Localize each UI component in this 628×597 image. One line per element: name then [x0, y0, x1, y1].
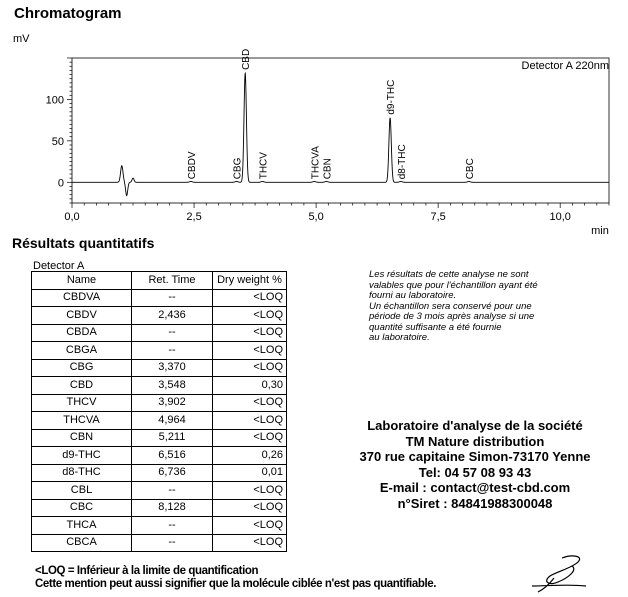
cell-dry-weight: <LOQ	[213, 499, 287, 517]
cell-ret-time: --	[132, 324, 213, 342]
y-tick-label: 50	[51, 135, 64, 148]
y-tick-label: 100	[45, 94, 64, 107]
cell-dry-weight: <LOQ	[213, 342, 287, 360]
cell-ret-time: --	[132, 342, 213, 360]
x-tick-label: 2,5	[186, 211, 202, 223]
plot-area	[72, 58, 609, 203]
peak-label: CBN	[322, 158, 334, 180]
lab-line: TM Nature distribution	[405, 433, 545, 449]
cell-ret-time: 6,736	[132, 464, 213, 482]
cell-dry-weight: 0,30	[213, 377, 287, 395]
results-title: Résultats quantitatifs	[12, 235, 155, 251]
page-title: Chromatogram	[14, 5, 122, 22]
note-line: Les résultats de cette analyse ne sont	[369, 269, 529, 280]
lab-line: Laboratoire d'analyse de la société	[367, 418, 583, 433]
table-row	[32, 412, 287, 430]
cell-ret-time: 8,128	[132, 499, 213, 517]
table-row	[32, 534, 287, 552]
cell-ret-time: 6,516	[132, 447, 213, 465]
cell-ret-time: 3,370	[132, 359, 213, 377]
peak-label: THCVA	[310, 146, 322, 180]
results-detector: Detector A	[33, 260, 85, 272]
cell-ret-time: --	[132, 289, 213, 307]
cell-ret-time: --	[132, 482, 213, 500]
cell-dry-weight: <LOQ	[213, 359, 287, 377]
cell-ret-time: 3,902	[132, 394, 213, 412]
cell-name: CBGA	[32, 342, 132, 360]
cell-name: CBC	[32, 499, 132, 517]
peak-label: CBDV	[186, 151, 198, 180]
disclaimer-note	[369, 270, 584, 344]
note-line: fourni au laboratoire.	[369, 290, 457, 301]
cell-ret-time: 3,548	[132, 377, 213, 395]
cell-dry-weight: <LOQ	[213, 289, 287, 307]
signature	[528, 552, 590, 596]
cell-name: CBN	[32, 429, 132, 447]
lab-line: Tel: 04 57 08 93 43	[418, 464, 532, 480]
lab-line: E-mail : contact@test-cbd.com	[379, 480, 571, 495]
cell-dry-weight: <LOQ	[213, 324, 287, 342]
lab-line: 370 rue capitaine Simon-73170 Yenne	[359, 449, 591, 464]
table-header-row	[32, 272, 287, 290]
table-row	[32, 429, 287, 447]
cell-dry-weight: <LOQ	[213, 307, 287, 325]
lab-address-block	[320, 418, 628, 511]
cell-dry-weight: <LOQ	[213, 394, 287, 412]
detector-label: Detector A 220nm	[521, 60, 609, 72]
table-row	[32, 464, 287, 482]
cell-name: CBCA	[32, 534, 132, 552]
table-row	[32, 324, 287, 342]
results-table	[31, 271, 287, 552]
cell-name: CBD	[32, 377, 132, 395]
cell-name: THCV	[32, 394, 132, 412]
lab-line: n°Siret : 84841988300048	[397, 495, 553, 511]
note-line: quantité suffisante a été fournie	[369, 321, 502, 333]
peak-label: CBC	[464, 158, 476, 180]
cell-name: THCVA	[32, 412, 132, 430]
y-axis-unit: mV	[13, 33, 30, 45]
column-header-dry-weight: Dry weight %	[213, 272, 287, 290]
cell-name: CBDVA	[32, 289, 132, 307]
note-line: période de 3 mois après analyse si une	[369, 311, 535, 322]
cell-name: d8-THC	[32, 464, 132, 482]
note-line: Un échantillon sera conservé pour une	[369, 300, 532, 312]
chromatogram-trace	[72, 73, 609, 195]
cell-dry-weight: 0,01	[213, 464, 287, 482]
loq-line-2: Cette mention peut aussi signifier que la molécule ciblée n'est pas quantifiable.	[35, 577, 437, 590]
peak-label: THCV	[258, 152, 270, 180]
table-row	[32, 482, 287, 500]
peak-label: d9-THC	[386, 79, 398, 115]
y-tick-label: 0	[57, 177, 64, 190]
table-row	[32, 342, 287, 360]
cell-dry-weight: <LOQ	[213, 517, 287, 535]
x-tick-label: 7,5	[430, 211, 446, 223]
cell-ret-time: 4,964	[132, 412, 213, 430]
x-tick-label: 10,0	[549, 211, 571, 223]
note-line: au laboratoire.	[369, 332, 430, 343]
cell-name: CBL	[32, 482, 132, 500]
loq-footnote	[35, 565, 436, 590]
cell-dry-weight: <LOQ	[213, 412, 287, 430]
column-header-ret-time: Ret. Time	[132, 272, 213, 290]
peak-label: d8-THC	[396, 144, 408, 180]
cell-name: CBDV	[32, 307, 132, 325]
note-line: valables que pour l'échantillon ayant été	[369, 279, 538, 291]
chromatogram-chart	[0, 0, 628, 240]
peak-label: CBG	[232, 157, 244, 180]
cell-name: CBG	[32, 359, 132, 377]
cell-ret-time: --	[132, 517, 213, 535]
cell-dry-weight: <LOQ	[213, 534, 287, 552]
cell-ret-time: 5,211	[132, 429, 213, 447]
table-row	[32, 307, 287, 325]
x-tick-label: 0,0	[64, 211, 80, 223]
table-row	[32, 517, 287, 535]
cell-ret-time: --	[132, 534, 213, 552]
cell-ret-time: 2,436	[132, 307, 213, 325]
cell-name: THCA	[32, 517, 132, 535]
table-row	[32, 394, 287, 412]
column-header-name: Name	[32, 272, 132, 290]
peak-label: CBD	[241, 48, 253, 70]
table-row	[32, 447, 287, 465]
table-row	[32, 377, 287, 395]
table-row	[32, 359, 287, 377]
x-axis-unit: min	[591, 225, 609, 237]
cell-dry-weight: <LOQ	[213, 482, 287, 500]
table-row	[32, 289, 287, 307]
table-row	[32, 499, 287, 517]
cell-name: d9-THC	[32, 447, 132, 465]
x-tick-label: 5,0	[308, 211, 324, 223]
cell-dry-weight: <LOQ	[213, 429, 287, 447]
cell-dry-weight: 0,26	[213, 447, 287, 465]
cell-name: CBDA	[32, 324, 132, 342]
loq-line-1: <LOQ = Inférieur à la limite de quantification	[35, 565, 259, 577]
